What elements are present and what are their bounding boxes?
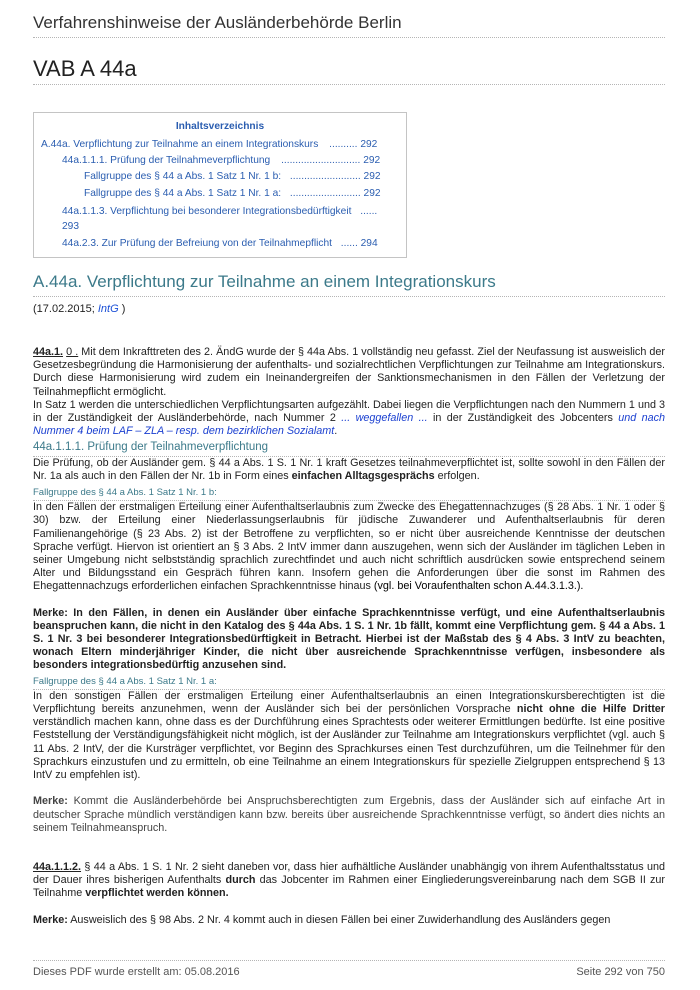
toc-entry[interactable]: Fallgruppe des § 44 a Abs. 1 Satz 1 Nr. 1 a: ......................... 292 xyxy=(84,188,381,199)
footer-created: Dieses PDF wurde erstellt am: 05.08.2016 xyxy=(33,966,240,978)
toc-heading: Inhaltsverzeichnis xyxy=(175,121,265,132)
toc-entry[interactable]: 44a.2.3. Zur Prüfung der Befreiung von der Teilnahmepflicht ...... 294 xyxy=(62,238,378,249)
paragraph-fallgruppe-1a: In den sonstigen Fällen der erstmaligen Erteilung einer Aufenthaltserlaubnis an einen Integrationskursberechtigten ist die Verpflichtung bereits anzunehmen, wenn der Ausländer sich bei der persönlichen Vorsprache nicht ohne die Hilfe Dritter verständlich machen kann, ohne dass es der Durchführung eines Sprachtests oder weiterer Ermittlungen bedürfte. Ist eine positive Feststellung der Verständigungsfähigkeit nicht möglich, ist der Ausländer zur Teilnahme am Integrationskurs verpflichtet (vgl. auch § 11 Abs. 2 IntV, der die Kursträger verpflichtet, vor Beginn des Sprachkurses einen Test durchzuführen, um die Teilnehmer für den Sprachkurs einzustufen und zu ermitteln, ob eine Teilnahme an einem Integrationskurs für spezielle Zielgruppen entsprechend § 13 IntV zu empfehlen ist). xyxy=(33,689,665,782)
toc-entry-page[interactable]: 293 xyxy=(62,221,79,232)
toc-entry[interactable]: 44a.1.1.3. Verpflichtung bei besonderer Integrationsbedürftigkeit ...... xyxy=(62,206,378,217)
paragraph-44a-1: 44a.1. 0 . Mit dem Inkrafttreten des 2. ÄndG wurde der § 44a Abs. 1 vollständig neu gefasst. Ziel der Neufassung ist ausweislich der Gesetzesbegründung die Harmonisierung der aufenthalts- und sozialrechtlichen Verpflichtungen zur Teilnahme am Integrationskurs. Durch diese Harmonisierung wird zudem ein Ineinandergreifen der Sanktionsmechanismen in den Fällen der Verletzung der Teilnahmepflicht ermöglicht. xyxy=(33,346,666,398)
site-title: Verfahrenshinweise der Ausländerbehörde Berlin xyxy=(33,13,402,32)
heading-fallgruppe-1b: Fallgruppe des § 44 a Abs. 1 Satz 1 Nr. 1 b: xyxy=(33,487,217,499)
divider xyxy=(33,84,665,85)
paragraph-satz-1: In Satz 1 werden die unterschiedlichen Verpflichtungsarten aufgezählt. Dabei liegen die Verpflichtungen nach den Nummern 1 und 3 in der Zuständigkeit der Ausländerbehörde, nach Nummer 2 ... weggefallen ... in der Zuständigkeit des Jobcenters und nach Nummer 4 beim LAF – ZLA – resp. dem bezirklichen Sozialamt. xyxy=(33,398,666,438)
toc-entry[interactable]: 44a.1.1.1. Prüfung der Teilnahmeverpflichtung ............................ 292 xyxy=(62,155,381,166)
merke-note: Merke: Kommt die Ausländerbehörde bei Anspruchsberechtigten zum Ergebnis, dass der Ausländer sich auf einfache Art in deutscher Sprache mündlich verständigen kann bzw. bereits über ausreichende Sprachkenntnisse verfügt, so ändert dies nichts an seinem Teilnahmeanspruch. xyxy=(33,795,665,834)
paragraph-fallgruppe-1b: In den Fällen der erstmaligen Erteilung einer Aufenthaltserlaubnis zum Zwecke des Ehegattennachzuges (§ 28 Abs. 1 Nr. 1 oder § 30) bzw. der Erteilung einer Niederlassungserlaubnis für jüdische Zuwanderer und Aufenthaltserlaubnis für deren Familienangehörige (§ 23 Abs. 2) ist der Betroffene zu verpflichten, so er nicht über ausreichende Kenntnisse der deutschen Sprache verfügt. Hiervon ist orientiert an § 3 Abs. 2 IntV immer dann auszugehen, wenn sich der Ausländer im täglichen Leben in seiner Umgebung nicht selbstständig sprachlich zurechtfindet und auch nicht schriftlich ausdrücken sowie entsprechend seinem Alter und Bildungsstand ein Gespräch führen kann. Insofern gehen die Anforderungen über die sonst im Rahmen des Ehegattennachzugs erforderlichen einfachen Sprachkenntnisse hinaus (vgl. bei Voraufenthalten schon A.44.3.1.3.). xyxy=(33,501,665,593)
toc-entry[interactable]: A.44a. Verpflichtung zur Teilnahme an einem Integrationskurs .......... 292 xyxy=(41,139,378,150)
heading-44a-1-1-1: 44a.1.1.1. Prüfung der Teilnahmeverpflichtung xyxy=(33,441,269,454)
divider xyxy=(33,960,665,961)
section-title: A.44a. Verpflichtung zur Teilnahme an einem Integrationskurs xyxy=(33,272,496,291)
paragraph-pruefung: Die Prüfung, ob der Ausländer gem. § 44 a Abs. 1 S. 1 Nr. 1 kraft Gesetzes teilnahmeverpflichtet ist, sollte sowohl in den Fällen der Nr. 1a als auch in den Fällen der Nr. 1b in Form eines einfachen Alltagsgesprächs erfolgen. xyxy=(33,456,665,482)
footer-page: Seite 292 von 750 xyxy=(576,966,665,978)
divider xyxy=(33,296,665,297)
doc-title: VAB A 44a xyxy=(33,56,137,81)
footer xyxy=(33,966,665,978)
toc-entry[interactable]: Fallgruppe des § 44 a Abs. 1 Satz 1 Nr. 1 b: ......................... 292 xyxy=(84,171,381,182)
heading-fallgruppe-1a: Fallgruppe des § 44 a Abs. 1 Satz 1 Nr. 1 a: xyxy=(33,675,217,687)
section-date: (17.02.2015; IntG ) xyxy=(33,303,126,315)
table-of-contents xyxy=(33,112,407,258)
merke-note: Merke: Ausweislich des § 98 Abs. 2 Nr. 4 kommt auch in diesen Fällen bei einer Zuwiderhandlung des Ausländers gegen xyxy=(33,913,611,926)
merke-note: Merke: In den Fällen, in denen ein Ausländer über einfache Sprachkenntnisse verfügt, und eine Aufenthaltserlaubnis beanspruchen kann, die nicht in den Katalog des § 44a Abs. 1 S. 1 Nr. 1b fällt, kommt eine Verpflichtung gem. § 44 a Abs. 1 S. 1 Nr. 3 bei besonderer Integrationsbedürftigkeit in Betracht. Hierbei ist der Maßstab des § 4 Abs. 3 IntV zu beachten, wonach Eltern minderjähriger Kinder, die nicht über ausreichende Sprachkenntnisse verfügen, insbesondere als besonders integrationsbedürftig anzusehen sind. xyxy=(33,606,665,672)
paragraph-44a-1-1-2: 44a.1.1.2. § 44 a Abs. 1 S. 1 Nr. 2 sieht daneben vor, dass hier aufhältliche Ausländer unabhängig von ihrem Aufenthaltsstatus und der Dauer ihres bisherigen Aufenthalts durch das Jobcenter im Rahmen einer Eingliederungsvereinbarung nach dem SGB II zur Teilnahme verpflichtet werden können. xyxy=(33,860,665,900)
divider xyxy=(33,37,665,38)
intg-link[interactable]: IntG xyxy=(97,303,119,315)
body-text xyxy=(33,346,665,927)
